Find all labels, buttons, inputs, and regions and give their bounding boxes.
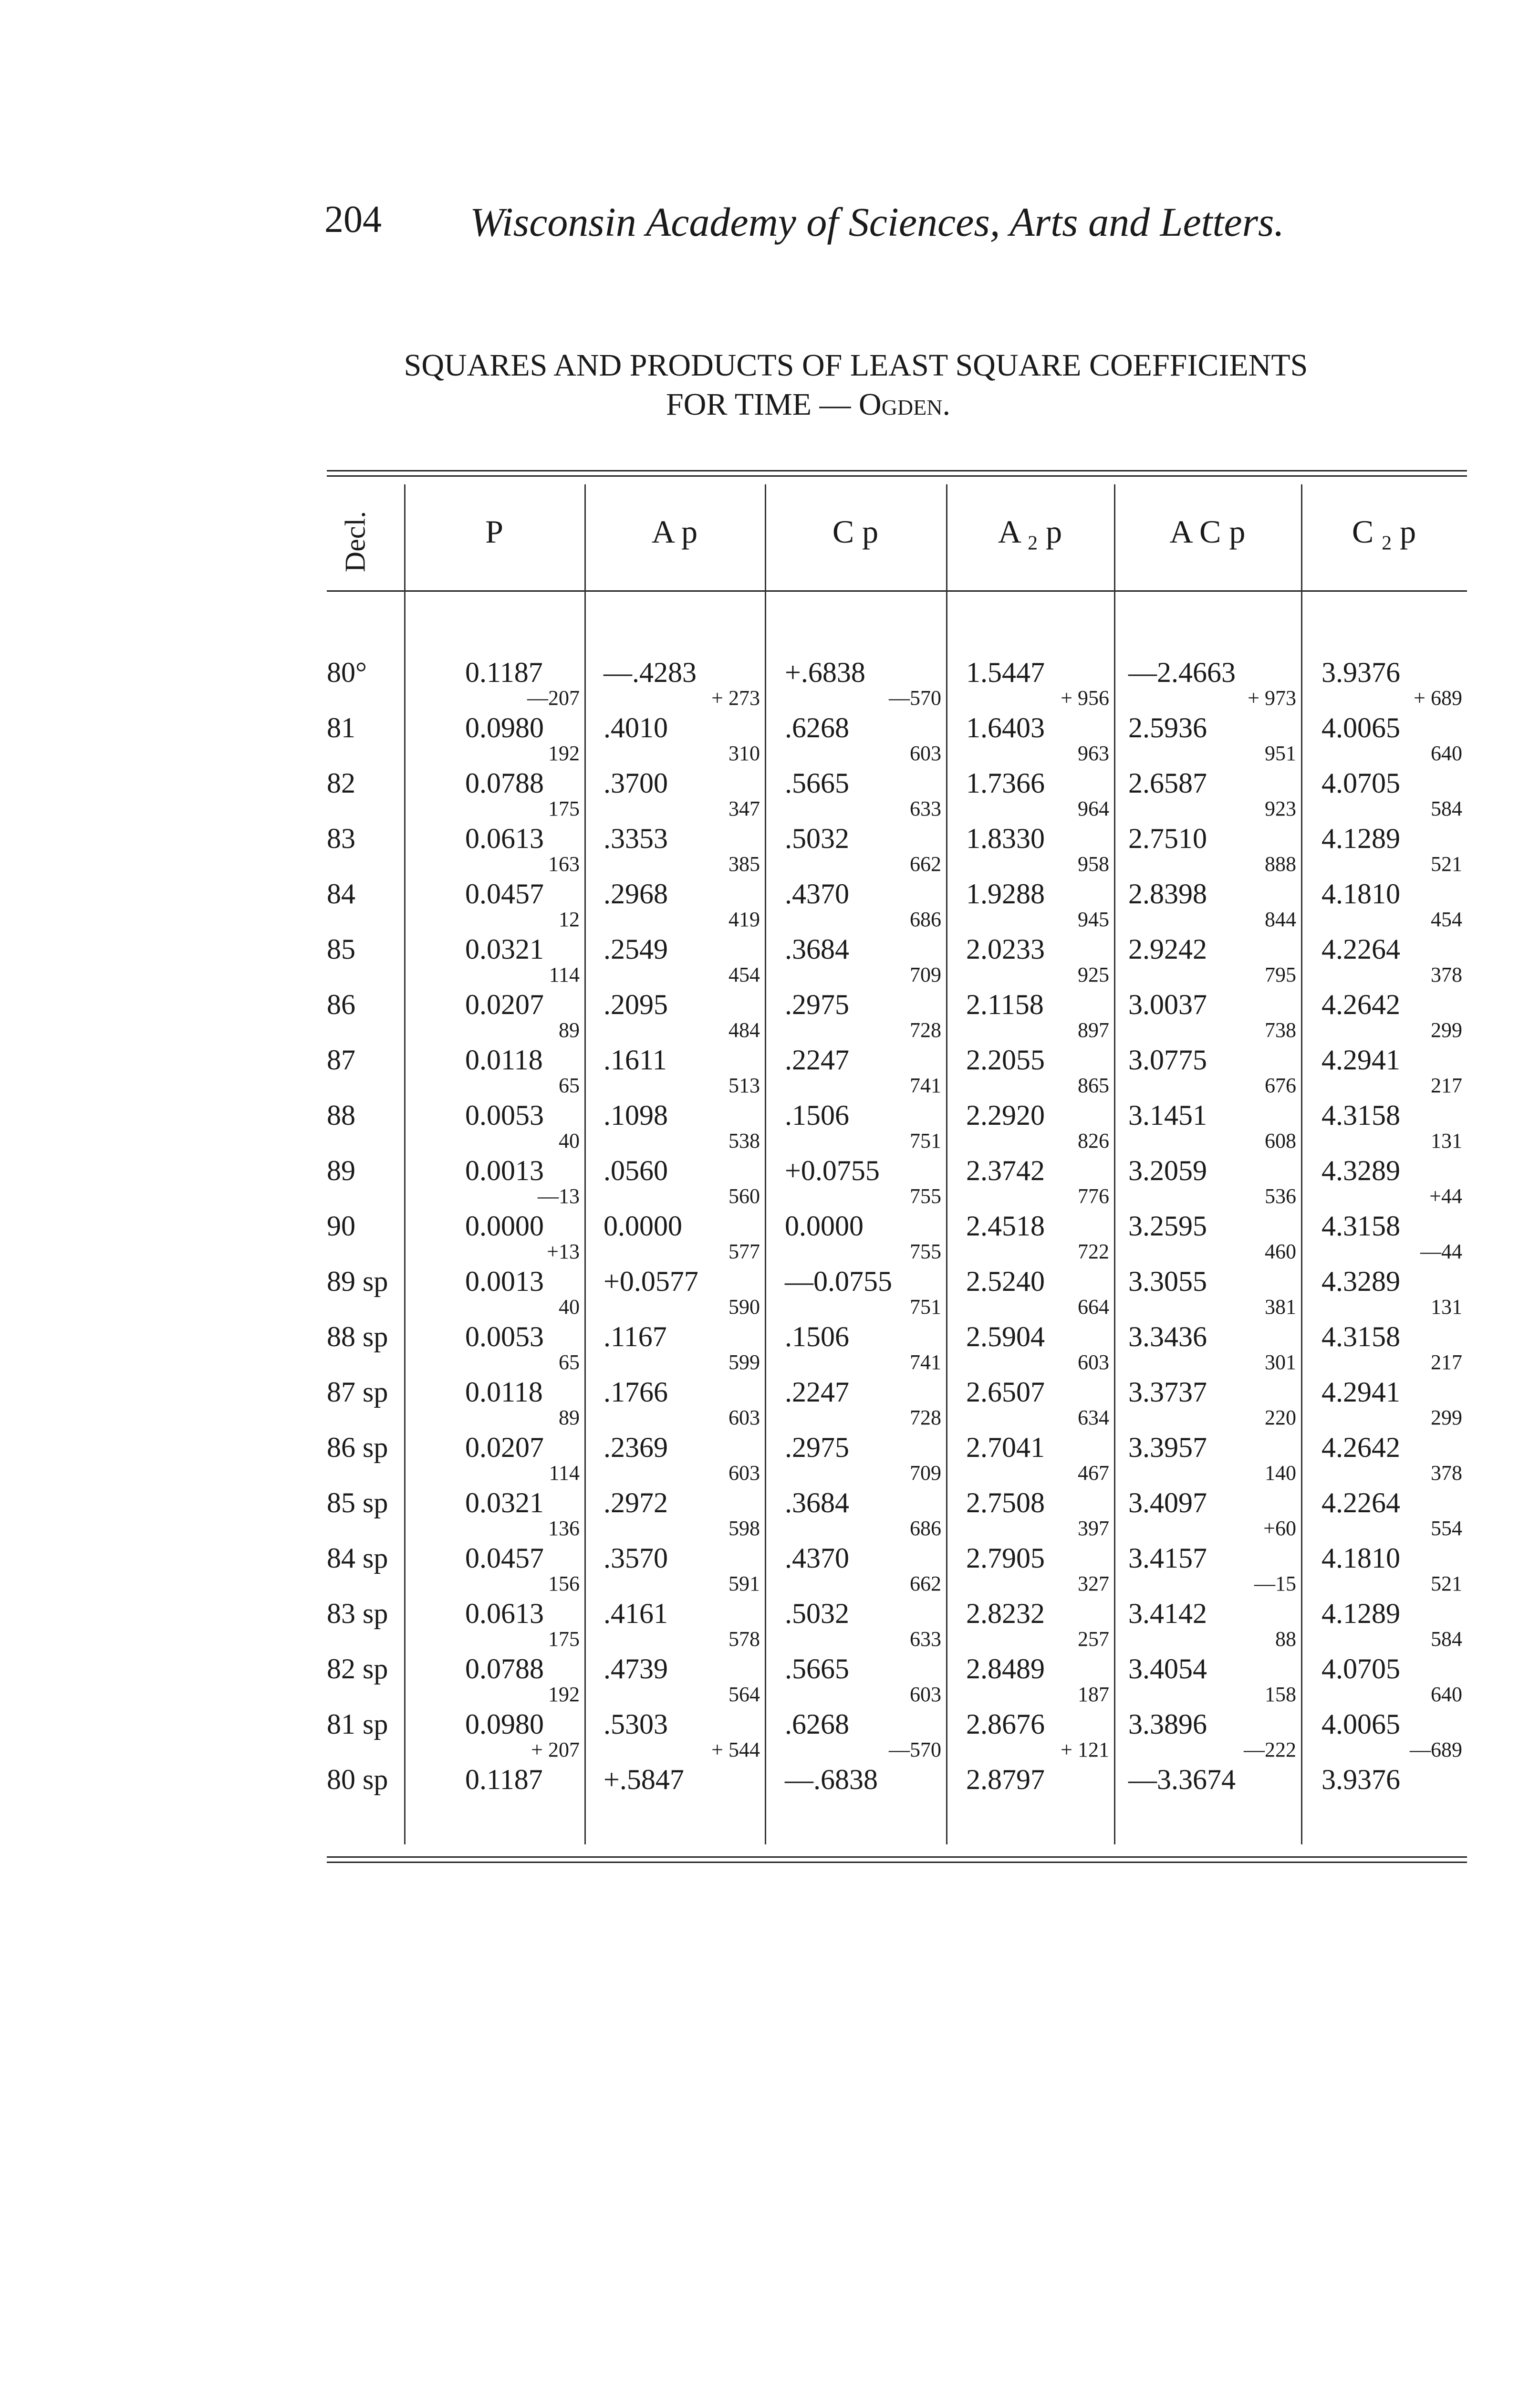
difference-a2p: 776 [1078,1184,1109,1208]
difference-a2p: 187 [1078,1683,1109,1706]
difference-acp: 88 [1275,1627,1296,1651]
difference-cp: 709 [910,1461,941,1485]
difference-a2p: 257 [1078,1627,1109,1651]
column-header-cp: C p [832,513,879,550]
row-decl: 87 [327,1044,355,1076]
difference-ap: 513 [728,1074,760,1097]
cell-c2p: 4.3158 [1321,1210,1400,1242]
cell-c2p: 4.2941 [1321,1044,1400,1076]
cell-acp: 3.0037 [1128,989,1207,1020]
cell-ap: .2972 [604,1487,668,1518]
cell-ap: .3570 [604,1542,668,1574]
difference-cp: 662 [910,1572,941,1595]
row-decl: 82 sp [327,1653,388,1685]
cell-a2p: 2.7508 [966,1487,1045,1518]
cell-acp: 3.4142 [1128,1598,1207,1629]
cell-cp: 0.0000 [785,1210,864,1242]
cell-a2p: 1.5447 [966,657,1045,688]
column-header-a2p: A $_2$ p [998,513,1062,555]
cell-acp: 3.4054 [1128,1653,1207,1685]
row-decl: 87 sp [327,1376,388,1408]
difference-c2p: 584 [1431,1627,1462,1651]
difference-p: 192 [548,742,580,765]
top-double-rule [327,470,1467,477]
cell-ap: .5303 [604,1708,668,1740]
difference-c2p: 217 [1431,1074,1462,1097]
difference-c2p: —44 [1420,1240,1462,1263]
difference-ap: 484 [728,1018,760,1042]
cell-cp: .5665 [785,1653,849,1685]
difference-p: 12 [559,908,580,931]
difference-c2p: 640 [1431,1683,1462,1706]
difference-cp: 603 [910,742,941,765]
difference-cp: 709 [910,963,941,986]
difference-p: + 207 [531,1738,580,1761]
row-decl: 81 sp [327,1708,388,1740]
difference-cp: 686 [910,1517,941,1540]
cell-acp: 2.7510 [1128,823,1207,854]
cell-cp: .3684 [785,1487,849,1518]
cell-a2p: 1.8330 [966,823,1045,854]
cell-c2p: 4.3289 [1321,1155,1400,1186]
cell-cp: .2247 [785,1376,849,1408]
cell-cp: —.6838 [785,1764,878,1795]
difference-ap: + 544 [711,1738,760,1761]
difference-c2p: 378 [1431,963,1462,986]
difference-ap: 538 [728,1129,760,1152]
difference-cp: 741 [910,1074,941,1097]
column-divider [584,484,586,1844]
difference-ap: 591 [728,1572,760,1595]
difference-a2p: + 956 [1061,686,1109,710]
difference-acp: 923 [1265,797,1296,820]
cell-cp: .2247 [785,1044,849,1076]
difference-cp: —570 [889,686,941,710]
difference-ap: 560 [728,1184,760,1208]
cell-p: 0.0321 [465,1487,544,1518]
cell-p: 0.0013 [465,1266,544,1297]
cell-p: 0.0053 [465,1099,544,1131]
column-divider [765,484,766,1844]
cell-p: 0.1187 [465,657,543,688]
cell-c2p: 4.0065 [1321,1708,1400,1740]
cell-p: 0.0207 [465,1432,544,1463]
cell-a2p: 2.5904 [966,1321,1045,1352]
cell-c2p: 4.1810 [1321,1542,1400,1574]
cell-acp: —2.4663 [1128,657,1236,688]
difference-cp: 755 [910,1240,941,1263]
cell-p: 0.0980 [465,1708,544,1740]
cell-cp: .5032 [785,823,849,854]
difference-a2p: 963 [1078,742,1109,765]
cell-ap: .2549 [604,933,668,965]
cell-p: 0.0118 [465,1376,543,1408]
table-title [0,346,1540,424]
cell-ap: .1766 [604,1376,668,1408]
difference-c2p: 454 [1431,908,1462,931]
running-title: Wisconsin Academy of Sciences, Arts and Letters. [470,199,1285,245]
cell-c2p: 4.2642 [1321,989,1400,1020]
row-decl: 81 [327,712,355,743]
difference-a2p: 958 [1078,852,1109,876]
cell-a2p: 2.1158 [966,989,1044,1020]
cell-cp: .4370 [785,1542,849,1574]
cell-ap: .2968 [604,878,668,910]
difference-ap: 599 [728,1350,760,1374]
cell-c2p: 4.0705 [1321,767,1400,799]
column-divider [1301,484,1302,1844]
difference-cp: 741 [910,1350,941,1374]
cell-ap: .2095 [604,989,668,1020]
cell-ap: .3353 [604,823,668,854]
difference-ap: 603 [728,1406,760,1429]
cell-cp: .3684 [785,933,849,965]
cell-p: 0.0013 [465,1155,544,1186]
cell-acp: 3.1451 [1128,1099,1207,1131]
column-header-ap: A p [651,513,698,550]
difference-c2p: 584 [1431,797,1462,820]
difference-a2p: 897 [1078,1018,1109,1042]
difference-a2p: 964 [1078,797,1109,820]
row-decl: 83 [327,823,355,854]
cell-ap: +.5847 [604,1764,684,1795]
cell-acp: 3.2595 [1128,1210,1207,1242]
difference-ap: 310 [728,742,760,765]
cell-c2p: 4.2264 [1321,1487,1400,1518]
cell-cp: .1506 [785,1099,849,1131]
difference-p: 114 [549,963,580,986]
difference-cp: 755 [910,1184,941,1208]
row-decl: 86 sp [327,1432,388,1463]
difference-c2p: 131 [1431,1295,1462,1319]
cell-ap: .4161 [604,1598,668,1629]
cell-ap: .1098 [604,1099,668,1131]
difference-a2p: 826 [1078,1129,1109,1152]
cell-p: 0.1187 [465,1764,543,1795]
page-number: 204 [324,199,382,241]
table-title-line-2 [0,385,1540,424]
difference-a2p: 603 [1078,1350,1109,1374]
difference-cp: 728 [910,1018,941,1042]
difference-cp: 603 [910,1683,941,1706]
cell-a2p: 2.8676 [966,1708,1045,1740]
cell-p: 0.0613 [465,1598,544,1629]
difference-a2p: 722 [1078,1240,1109,1263]
row-decl: 88 sp [327,1321,388,1352]
cell-p: 0.0321 [465,933,544,965]
difference-p: 89 [559,1018,580,1042]
cell-acp: 2.6587 [1128,767,1207,799]
cell-ap: —.4283 [604,657,697,688]
row-decl: 80 sp [327,1764,388,1795]
cell-a2p: 2.2055 [966,1044,1045,1076]
difference-c2p: 299 [1431,1018,1462,1042]
cell-cp: .5665 [785,767,849,799]
difference-cp: —570 [889,1738,941,1761]
difference-ap: 598 [728,1517,760,1540]
column-header-acp: A C p [1169,513,1246,550]
cell-ap: 0.0000 [604,1210,682,1242]
difference-c2p: + 689 [1414,686,1462,710]
difference-cp: 751 [910,1295,941,1319]
table-title-prefix: FOR TIME — [666,387,859,422]
cell-p: 0.0207 [465,989,544,1020]
difference-ap: 590 [728,1295,760,1319]
difference-a2p: 865 [1078,1074,1109,1097]
difference-acp: +60 [1263,1517,1296,1540]
difference-cp: 633 [910,797,941,820]
difference-acp: —15 [1254,1572,1296,1595]
difference-ap: 603 [728,1461,760,1485]
cell-a2p: 1.6403 [966,712,1045,743]
difference-cp: 633 [910,1627,941,1651]
cell-a2p: 2.8489 [966,1653,1045,1685]
cell-ap: .0560 [604,1155,668,1186]
cell-p: 0.0118 [465,1044,543,1076]
page-header [0,198,1540,251]
cell-ap: .4010 [604,712,668,743]
cell-a2p: 2.2920 [966,1099,1045,1131]
difference-a2p: 945 [1078,908,1109,931]
cell-cp: .4370 [785,878,849,910]
cell-ap: .2369 [604,1432,668,1463]
cell-acp: 3.3737 [1128,1376,1207,1408]
column-divider [946,484,947,1844]
difference-acp: 888 [1265,852,1296,876]
difference-ap: + 273 [711,686,760,710]
difference-acp: 844 [1265,908,1296,931]
cell-c2p: 4.0065 [1321,712,1400,743]
difference-acp: 301 [1265,1350,1296,1374]
cell-p: 0.0000 [465,1210,544,1242]
difference-acp: 738 [1265,1018,1296,1042]
difference-c2p: 217 [1431,1350,1462,1374]
column-header-p: P [485,513,503,550]
cell-p: 0.0457 [465,1542,544,1574]
difference-a2p: 327 [1078,1572,1109,1595]
difference-cp: 662 [910,852,941,876]
difference-c2p: 131 [1431,1129,1462,1152]
cell-p: 0.0613 [465,823,544,854]
difference-c2p: 299 [1431,1406,1462,1429]
difference-p: 136 [548,1517,580,1540]
row-decl: 83 sp [327,1598,388,1629]
difference-p: 65 [559,1074,580,1097]
difference-p: 65 [559,1350,580,1374]
column-divider [1114,484,1115,1844]
row-decl: 85 [327,933,355,965]
cell-acp: 3.2059 [1128,1155,1207,1186]
difference-a2p: 925 [1078,963,1109,986]
difference-a2p: 467 [1078,1461,1109,1485]
row-decl: 84 sp [327,1542,388,1574]
difference-a2p: 634 [1078,1406,1109,1429]
difference-acp: —222 [1244,1738,1296,1761]
cell-c2p: 4.3158 [1321,1099,1400,1131]
cell-ap: .3700 [604,767,668,799]
difference-c2p: 521 [1431,852,1462,876]
cell-c2p: 4.0705 [1321,1653,1400,1685]
cell-c2p: 4.1810 [1321,878,1400,910]
cell-acp: —3.3674 [1128,1764,1236,1795]
cell-acp: 3.4157 [1128,1542,1207,1574]
difference-ap: 564 [728,1683,760,1706]
difference-a2p: + 121 [1061,1738,1109,1761]
row-decl: 85 sp [327,1487,388,1518]
column-header-decl: Decl. [339,511,371,573]
difference-p: 40 [559,1129,580,1152]
difference-p: 156 [548,1572,580,1595]
difference-acp: 795 [1265,963,1296,986]
table-title-line-1: SQUARES AND PRODUCTS OF LEAST SQUARE COEFFICIENTS [404,348,1308,383]
cell-p: 0.0788 [465,1653,544,1685]
cell-c2p: 4.2941 [1321,1376,1400,1408]
difference-p: 175 [548,797,580,820]
cell-ap: +0.0577 [604,1266,698,1297]
cell-a2p: 2.4518 [966,1210,1045,1242]
row-decl: 80° [327,657,367,688]
difference-acp: 140 [1265,1461,1296,1485]
cell-cp: +.6838 [785,657,865,688]
cell-acp: 3.0775 [1128,1044,1207,1076]
difference-cp: 751 [910,1129,941,1152]
difference-ap: 385 [728,852,760,876]
cell-c2p: 4.3289 [1321,1266,1400,1297]
cell-c2p: 3.9376 [1321,1764,1400,1795]
cell-c2p: 4.1289 [1321,1598,1400,1629]
cell-cp: .2975 [785,989,849,1020]
cell-p: 0.0788 [465,767,544,799]
cell-cp: .1506 [785,1321,849,1352]
difference-c2p: 378 [1431,1461,1462,1485]
cell-a2p: 2.7041 [966,1432,1045,1463]
difference-p: —207 [527,686,580,710]
difference-cp: 728 [910,1406,941,1429]
column-divider [404,484,406,1844]
cell-c2p: 4.2642 [1321,1432,1400,1463]
difference-cp: 686 [910,908,941,931]
difference-ap: 347 [728,797,760,820]
cell-acp: 3.3957 [1128,1432,1207,1463]
cell-a2p: 2.8797 [966,1764,1045,1795]
cell-a2p: 2.6507 [966,1376,1045,1408]
cell-acp: 3.4097 [1128,1487,1207,1518]
row-decl: 90 [327,1210,355,1242]
cell-a2p: 2.7905 [966,1542,1045,1574]
cell-c2p: 3.9376 [1321,657,1400,688]
cell-acp: 2.8398 [1128,878,1207,910]
difference-acp: 158 [1265,1683,1296,1706]
cell-acp: 3.3055 [1128,1266,1207,1297]
cell-ap: .1611 [604,1044,667,1076]
difference-ap: 578 [728,1627,760,1651]
cell-cp: +0.0755 [785,1155,880,1186]
difference-a2p: 397 [1078,1517,1109,1540]
cell-p: 0.0053 [465,1321,544,1352]
cell-ap: .1167 [604,1321,667,1352]
difference-p: +13 [547,1240,580,1263]
cell-cp: .6268 [785,712,849,743]
cell-p: 0.0457 [465,878,544,910]
difference-p: —13 [538,1184,580,1208]
cell-ap: .4739 [604,1653,668,1685]
cell-cp: —0.0755 [785,1266,892,1297]
difference-p: 163 [548,852,580,876]
row-decl: 86 [327,989,355,1020]
difference-ap: 419 [728,908,760,931]
cell-acp: 2.5936 [1128,712,1207,743]
difference-acp: 676 [1265,1074,1296,1097]
difference-c2p: —689 [1410,1738,1462,1761]
difference-a2p: 664 [1078,1295,1109,1319]
difference-c2p: 554 [1431,1517,1462,1540]
coefficient-table [327,470,1467,1866]
difference-acp: 460 [1265,1240,1296,1263]
cell-a2p: 2.8232 [966,1598,1045,1629]
difference-acp: 536 [1265,1184,1296,1208]
cell-a2p: 2.0233 [966,933,1045,965]
cell-acp: 3.3436 [1128,1321,1207,1352]
bottom-double-rule [327,1856,1467,1863]
cell-cp: .5032 [785,1598,849,1629]
difference-acp: 608 [1265,1129,1296,1152]
cell-cp: .6268 [785,1708,849,1740]
difference-acp: 951 [1265,742,1296,765]
difference-acp: 220 [1265,1406,1296,1429]
row-decl: 89 [327,1155,355,1186]
cell-a2p: 2.5240 [966,1266,1045,1297]
cell-a2p: 1.9288 [966,878,1045,910]
row-decl: 89 sp [327,1266,388,1297]
cell-c2p: 4.1289 [1321,823,1400,854]
cell-a2p: 2.3742 [966,1155,1045,1186]
cell-acp: 2.9242 [1128,933,1207,965]
difference-acp: + 973 [1248,686,1296,710]
difference-c2p: 640 [1431,742,1462,765]
difference-c2p: 521 [1431,1572,1462,1595]
difference-c2p: +44 [1429,1184,1462,1208]
cell-cp: .2975 [785,1432,849,1463]
difference-p: 89 [559,1406,580,1429]
difference-ap: 454 [728,963,760,986]
row-decl: 84 [327,878,355,910]
cell-p: 0.0980 [465,712,544,743]
difference-ap: 577 [728,1240,760,1263]
column-header-c2p: C $_2$ p [1352,513,1416,555]
difference-acp: 381 [1265,1295,1296,1319]
cell-acp: 3.3896 [1128,1708,1207,1740]
cell-a2p: 1.7366 [966,767,1045,799]
header-rule [327,590,1467,592]
difference-p: 114 [549,1461,580,1485]
cell-c2p: 4.3158 [1321,1321,1400,1352]
difference-p: 192 [548,1683,580,1706]
difference-p: 175 [548,1627,580,1651]
difference-p: 40 [559,1295,580,1319]
table-title-station: Ogden. [859,387,950,422]
cell-c2p: 4.2264 [1321,933,1400,965]
row-decl: 82 [327,767,355,799]
row-decl: 88 [327,1099,355,1131]
